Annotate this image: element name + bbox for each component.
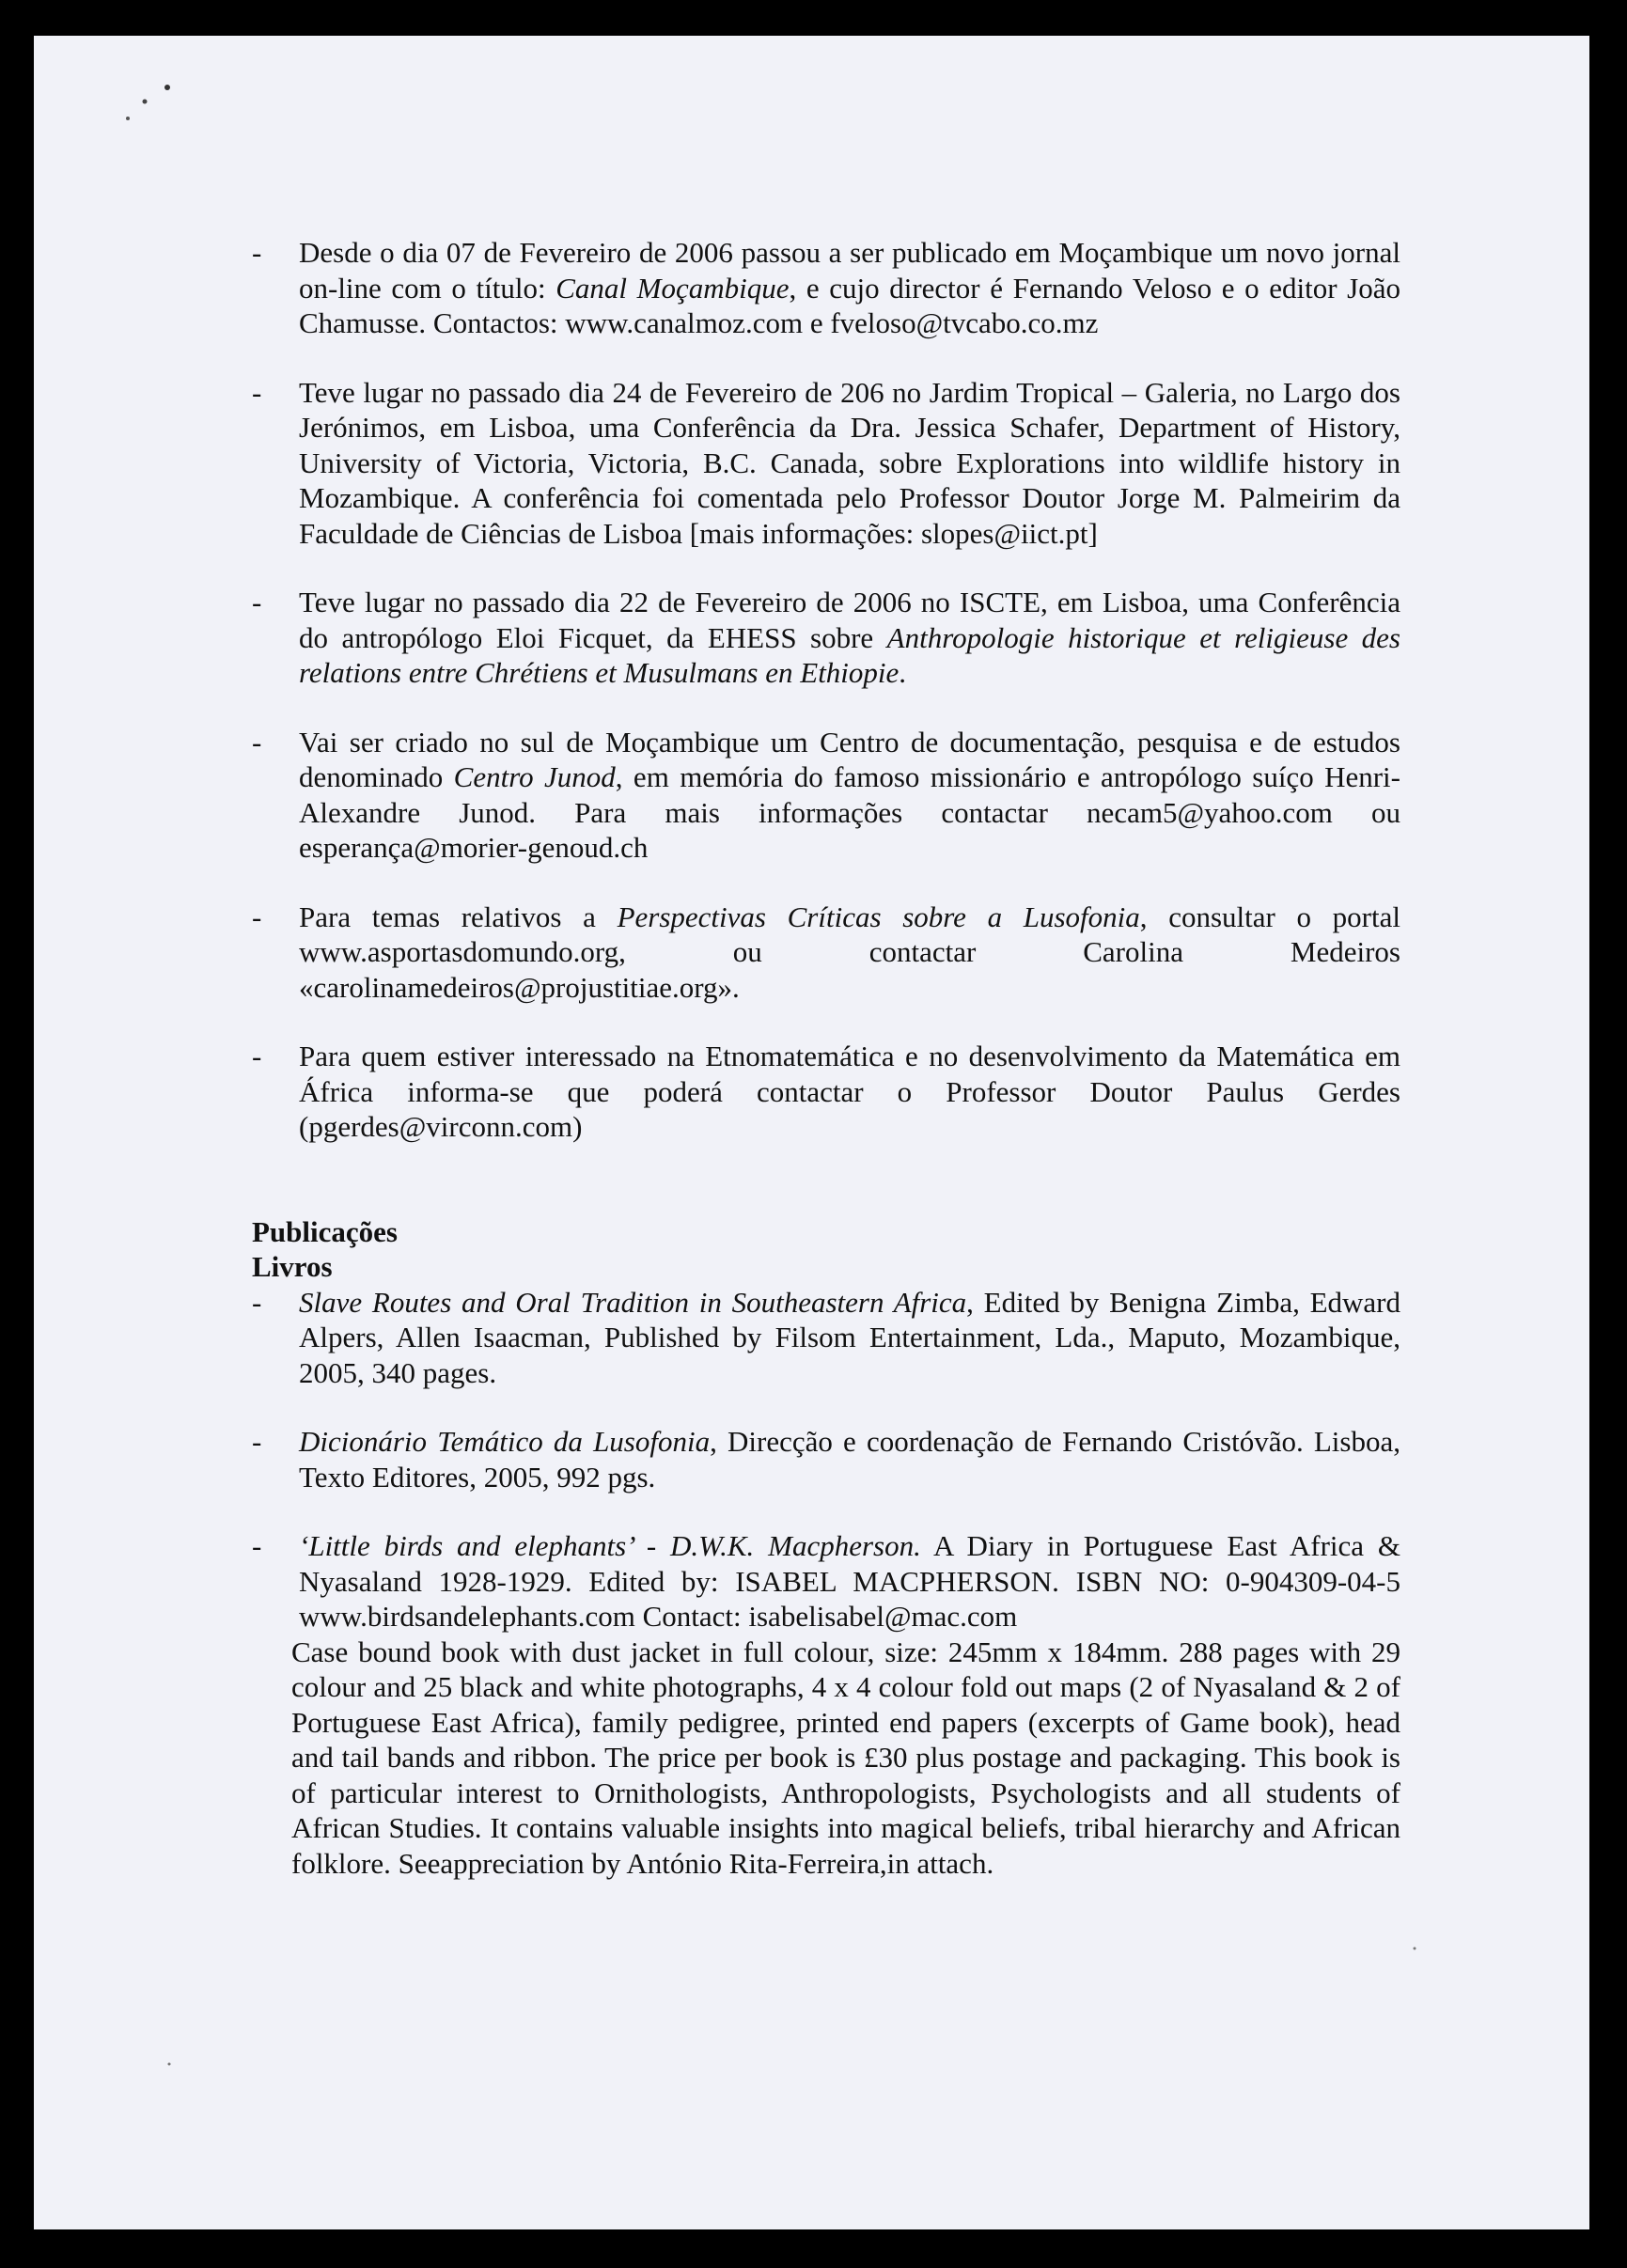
book-entry-text — [299, 1528, 1400, 1635]
books-subheading: Livros — [252, 1250, 333, 1283]
text-run: Desde o dia 07 de Fevereiro de 2006 passou a ser publicado em Moçambique um novo jornal on-line com o título: — [299, 236, 1400, 305]
scan-speck — [168, 2063, 171, 2066]
bullet-dash: - — [252, 375, 262, 409]
scan-speck — [164, 85, 170, 90]
italic-title-text: Perspectivas Críticas sobre a Lusofonia — [617, 899, 1140, 933]
news-item-text — [299, 235, 1400, 341]
italic-title-text: Anthropologie historique et religieuse des relations entre Chrétiens et Musulmans en Ethiopie — [299, 620, 1400, 689]
italic-title-text: Centro Junod — [453, 760, 616, 793]
scan-speck — [1414, 1947, 1416, 1950]
document-page — [34, 36, 1589, 2229]
text-run: , consultar o portal www.asportasdomundo.org, ou contactar Carolina Medeiros «carolinamedeiros@projustitiae.org». — [299, 899, 1400, 1004]
italic-title-text: Slave Routes and Oral Tradition in Southeastern Africa — [299, 1285, 967, 1319]
news-item — [252, 1039, 1400, 1145]
book-entry-text — [299, 1424, 1400, 1494]
news-item — [252, 725, 1400, 866]
news-item — [252, 375, 1400, 552]
document-body — [252, 197, 1400, 1881]
book-entry-text — [299, 1285, 1400, 1391]
bullet-dash: - — [252, 236, 262, 269]
italic-title-text: Dicionário Temático da Lusofonia — [299, 1425, 711, 1458]
text-run: Teve lugar no passado dia 24 de Fevereiro de 206 no Jardim Tropical – Galeria, no Largo dos Jerónimos, em Lisboa, uma Conferência da Dra. Jessica Schafer, Department of History, University of Victoria, Victoria, B.C. Canada, sobre Explorations into wildlife history in Mozambique. A conferência foi comentada pelo Professor Doutor Jorge M. Palmeirim da Faculdade de Ciências de Lisboa [mais informações: slopes@iict.pt] — [299, 375, 1400, 550]
news-item-text — [299, 725, 1400, 866]
text-run: , e cujo director é Fernando Veloso e o editor João Chamusse. Contactos: www.canalmoz.com e fveloso@tvcabo.co.mz — [299, 271, 1400, 339]
book-description — [252, 1635, 1400, 1882]
text-run: Vai ser criado no sul de Moçambique um Centro de documentação, pesquisa e de estudos denominado — [299, 725, 1400, 793]
bullet-dash: - — [252, 1529, 262, 1562]
book-entry — [252, 1424, 1400, 1494]
book-entry — [252, 1528, 1400, 1635]
news-item — [252, 585, 1400, 691]
text-run: . — [899, 656, 907, 689]
news-item-text — [299, 375, 1400, 552]
text-run: Teve lugar no passado dia 22 de Fevereiro de 2006 no ISCTE, em Lisboa, uma Conferência do antropólogo Eloi Ficquet, da EHESS sobre — [299, 586, 1400, 654]
news-item-text — [299, 899, 1400, 1006]
text-run: , Direcção e coordenação de Fernando Cristóvão. Lisboa, Texto Editores, 2005, 992 pgs. — [299, 1425, 1400, 1494]
news-item — [252, 235, 1400, 341]
bullet-dash: - — [252, 1285, 262, 1319]
bullet-dash: - — [252, 586, 262, 618]
news-item-text — [299, 585, 1400, 691]
book-description-text: Case bound book with dust jacket in full colour, size: 245mm x 184mm. 288 pages with 29 colour and 25 black and white photographs, 4 x 4 colour fold out maps (2 of Nyasaland & 2 of Portuguese East Africa), family pedigree, printed end papers (excerpts of Game book), head and tail bands and ribbon. The price per book is £30 plus postage and packaging. This book is of particular interest to Ornithologists, Anthropologists, Psychologists and all students of African Studies. It contains valuable insights into magical beliefs, tribal hierarchy and African folklore. Seeappreciation by António Rita-Ferreira,in attach. — [291, 1635, 1400, 1880]
italic-title-text: ‘Little birds and elephants’ - D.W.K. Macpherson. — [299, 1529, 921, 1562]
scan-speck — [126, 117, 130, 120]
book-entry — [252, 1285, 1400, 1391]
italic-title-text: Canal Moçambique — [555, 271, 790, 305]
scan-speck — [143, 100, 148, 104]
news-item — [252, 899, 1400, 1006]
text-run: Para quem estiver interessado na Etnomatemática e no desenvolvimento da Matemática em África informa-se que poderá contactar o Professor Doutor Paulus Gerdes (pgerdes@virconn.com) — [299, 1040, 1400, 1143]
text-run: , em memória do famoso missionário e antropólogo suíço Henri-Alexandre Junod. Para mais informações contactar necam5@yahoo.com ou esperança@morier-genoud.ch — [299, 760, 1400, 864]
publications-heading: Publicações — [252, 1214, 398, 1248]
bullet-dash: - — [252, 725, 262, 759]
text-run: Para temas relativos a — [299, 899, 618, 933]
text-run: , Edited by Benigna Zimba, Edward Alpers, Allen Isaacman, Published by Filsom Entertainment, Lda., Maputo, Mozambique, 2005, 340 pages. — [299, 1285, 1400, 1389]
bullet-dash: - — [252, 1425, 262, 1458]
bullet-dash: - — [252, 899, 262, 933]
text-run: A Diary in Portuguese East Africa & Nyasaland 1928-1929. Edited by: ISABEL MACPHERSON. ISBN NO: 0-904309-04-5 www.birdsandelephants.com Contact: isabelisabel@mac.com — [299, 1529, 1400, 1633]
news-item-text — [299, 1039, 1400, 1145]
bullet-dash: - — [252, 1040, 262, 1072]
